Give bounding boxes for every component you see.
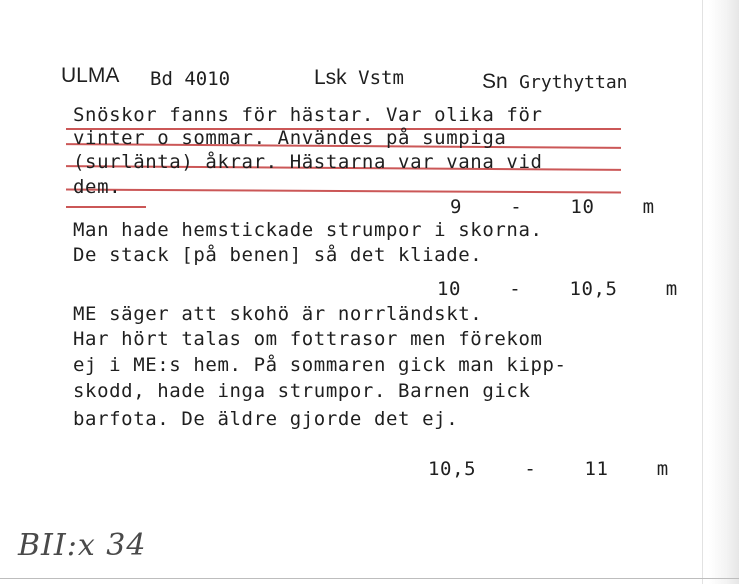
card-edge-line bbox=[702, 0, 703, 584]
measure-3 bbox=[428, 458, 669, 480]
header-sn bbox=[482, 70, 628, 94]
archive-name: ULMA bbox=[61, 64, 120, 87]
text-line-1: Snöskor fanns för hästar. Var olika för bbox=[73, 104, 543, 126]
text-line-10: skodd, hade inga strumpor. Barnen gick bbox=[73, 380, 531, 402]
measure-3-dash: - bbox=[524, 458, 537, 480]
measure-1-unit: m bbox=[642, 196, 655, 218]
text-line-5: Man hade hemstickade strumpor i skorna. bbox=[73, 219, 543, 241]
underline-5 bbox=[66, 206, 146, 208]
measure-3-unit: m bbox=[656, 458, 669, 480]
measure-2-from: 10 bbox=[437, 278, 462, 300]
measure-3-to: 11 bbox=[584, 458, 609, 480]
sn-label: Sn bbox=[482, 70, 508, 93]
handwritten-annotation: BII:x 34 bbox=[18, 528, 147, 563]
measure-2-unit: m bbox=[665, 278, 678, 300]
measure-2-to: 10,5 bbox=[569, 278, 618, 300]
card-edge-shadow bbox=[709, 0, 739, 584]
text-line-6: De stack [på benen] så det kliade. bbox=[73, 244, 483, 266]
header-lsk bbox=[314, 66, 404, 90]
text-line-9: ej i ME:s hem. På sommaren gick man kipp- bbox=[73, 354, 567, 376]
sn-value: Grythyttan bbox=[519, 72, 628, 93]
text-line-11: barfota. De äldre gjorde det ej. bbox=[73, 408, 459, 430]
lsk-value: Vstm bbox=[358, 67, 404, 89]
text-line-8: Har hört talas om fottrasor men förekom bbox=[73, 328, 543, 350]
measure-1-to: 10 bbox=[570, 196, 595, 218]
measure-1 bbox=[450, 196, 655, 218]
measure-2 bbox=[437, 278, 678, 300]
text-line-4: dem. bbox=[73, 176, 122, 198]
text-line-2: vinter o sommar. Användes på sumpiga bbox=[73, 127, 507, 149]
card-bottom-edge bbox=[0, 578, 739, 579]
text-line-7: ME säger att skohö är norrländskt. bbox=[73, 303, 483, 325]
measure-1-from: 9 bbox=[450, 196, 463, 218]
measure-2-dash: - bbox=[509, 278, 522, 300]
underline-4 bbox=[66, 189, 621, 194]
lsk-label: Lsk bbox=[314, 66, 347, 89]
measure-3-from: 10,5 bbox=[428, 458, 477, 480]
header-archive bbox=[61, 64, 119, 88]
measure-1-dash: - bbox=[510, 196, 523, 218]
text-line-3: (surlänta) åkrar. Hästarna var vana vid bbox=[73, 151, 543, 173]
header-volume: Bd 4010 bbox=[150, 68, 231, 90]
